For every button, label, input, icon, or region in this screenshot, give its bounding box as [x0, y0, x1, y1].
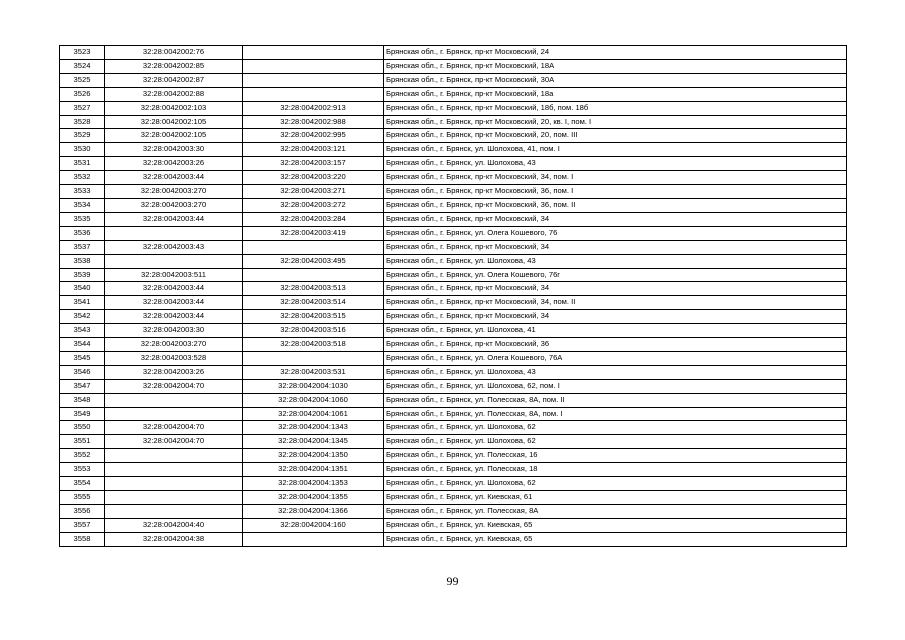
- cadastral-number-cell: [105, 449, 243, 463]
- table-row: [60, 463, 847, 477]
- cadastral-number-cell: 32:28:0042002:105: [105, 115, 243, 129]
- address-cell: Брянская обл., г. Брянск, пр-кт Московский, 34, пом. I: [384, 171, 847, 185]
- table-row: [60, 129, 847, 143]
- row-number-cell: 3536: [60, 226, 105, 240]
- cadastral-number-cell: 32:28:0042003:270: [105, 338, 243, 352]
- row-number-cell: 3523: [60, 46, 105, 60]
- cadastral-number-cell: 32:28:0042004:38: [105, 532, 243, 546]
- address-cell: Брянская обл., г. Брянск, ул. Полесская, 8А, пом. I: [384, 407, 847, 421]
- address-cell: Брянская обл., г. Брянск, пр-кт Московский, 34: [384, 240, 847, 254]
- registry-table-body: [60, 46, 847, 547]
- row-number-cell: 3533: [60, 185, 105, 199]
- address-cell: Брянская обл., г. Брянск, ул. Полесская, 8А: [384, 504, 847, 518]
- premises-cadastral-number-cell: 32:28:0042003:514: [243, 296, 384, 310]
- cadastral-number-cell: 32:28:0042004:40: [105, 518, 243, 532]
- premises-cadastral-number-cell: 32:28:0042004:1343: [243, 421, 384, 435]
- table-row: [60, 393, 847, 407]
- cadastral-number-cell: 32:28:0042003:528: [105, 351, 243, 365]
- premises-cadastral-number-cell: [243, 240, 384, 254]
- table-row: [60, 101, 847, 115]
- premises-cadastral-number-cell: [243, 268, 384, 282]
- premises-cadastral-number-cell: 32:28:0042004:1366: [243, 504, 384, 518]
- table-row: [60, 351, 847, 365]
- row-number-cell: 3541: [60, 296, 105, 310]
- premises-cadastral-number-cell: 32:28:0042004:1061: [243, 407, 384, 421]
- premises-cadastral-number-cell: 32:28:0042004:1030: [243, 379, 384, 393]
- row-number-cell: 3552: [60, 449, 105, 463]
- address-cell: Брянская обл., г. Брянск, пр-кт Московский, 34: [384, 212, 847, 226]
- table-row: [60, 240, 847, 254]
- table-row: [60, 504, 847, 518]
- address-cell: Брянская обл., г. Брянск, ул. Киевская, 65: [384, 532, 847, 546]
- table-row: [60, 87, 847, 101]
- table-row: [60, 491, 847, 505]
- row-number-cell: 3545: [60, 351, 105, 365]
- table-row: [60, 449, 847, 463]
- row-number-cell: 3553: [60, 463, 105, 477]
- row-number-cell: 3525: [60, 73, 105, 87]
- cadastral-number-cell: 32:28:0042003:30: [105, 324, 243, 338]
- address-cell: Брянская обл., г. Брянск, ул. Шолохова, 62: [384, 421, 847, 435]
- address-cell: Брянская обл., г. Брянск, ул. Полесская, 18: [384, 463, 847, 477]
- premises-cadastral-number-cell: 32:28:0042003:157: [243, 157, 384, 171]
- table-row: [60, 435, 847, 449]
- cadastral-number-cell: 32:28:0042002:87: [105, 73, 243, 87]
- row-number-cell: 3550: [60, 421, 105, 435]
- premises-cadastral-number-cell: [243, 87, 384, 101]
- row-number-cell: 3539: [60, 268, 105, 282]
- cadastral-number-cell: [105, 504, 243, 518]
- row-number-cell: 3537: [60, 240, 105, 254]
- premises-cadastral-number-cell: 32:28:0042003:531: [243, 365, 384, 379]
- premises-cadastral-number-cell: 32:28:0042003:419: [243, 226, 384, 240]
- address-cell: Брянская обл., г. Брянск, пр-кт Московский, 34: [384, 310, 847, 324]
- registry-table: [59, 45, 847, 547]
- premises-cadastral-number-cell: [243, 46, 384, 60]
- table-row: [60, 73, 847, 87]
- premises-cadastral-number-cell: [243, 73, 384, 87]
- cadastral-number-cell: 32:28:0042003:270: [105, 185, 243, 199]
- row-number-cell: 3544: [60, 338, 105, 352]
- address-cell: Брянская обл., г. Брянск, пр-кт Московский, 34, пом. II: [384, 296, 847, 310]
- table-row: [60, 296, 847, 310]
- premises-cadastral-number-cell: [243, 59, 384, 73]
- premises-cadastral-number-cell: 32:28:0042003:272: [243, 198, 384, 212]
- cadastral-number-cell: 32:28:0042003:44: [105, 310, 243, 324]
- address-cell: Брянская обл., г. Брянск, пр-кт Московский, 30А: [384, 73, 847, 87]
- table-row: [60, 282, 847, 296]
- premises-cadastral-number-cell: 32:28:0042003:518: [243, 338, 384, 352]
- cadastral-number-cell: 32:28:0042003:30: [105, 143, 243, 157]
- cadastral-number-cell: 32:28:0042002:76: [105, 46, 243, 60]
- premises-cadastral-number-cell: 32:28:0042003:220: [243, 171, 384, 185]
- cadastral-number-cell: 32:28:0042002:105: [105, 129, 243, 143]
- address-cell: Брянская обл., г. Брянск, ул. Полесская, 8А, пом. II: [384, 393, 847, 407]
- address-cell: Брянская обл., г. Брянск, ул. Шолохова, 43: [384, 157, 847, 171]
- table-row: [60, 226, 847, 240]
- premises-cadastral-number-cell: [243, 351, 384, 365]
- cadastral-number-cell: 32:28:0042003:44: [105, 171, 243, 185]
- address-cell: Брянская обл., г. Брянск, пр-кт Московский, 36, пом. II: [384, 198, 847, 212]
- row-number-cell: 3530: [60, 143, 105, 157]
- cadastral-number-cell: 32:28:0042003:26: [105, 365, 243, 379]
- row-number-cell: 3551: [60, 435, 105, 449]
- premises-cadastral-number-cell: 32:28:0042004:1060: [243, 393, 384, 407]
- address-cell: Брянская обл., г. Брянск, ул. Шолохова, 62: [384, 477, 847, 491]
- row-number-cell: 3557: [60, 518, 105, 532]
- row-number-cell: 3531: [60, 157, 105, 171]
- row-number-cell: 3527: [60, 101, 105, 115]
- cadastral-number-cell: [105, 407, 243, 421]
- cadastral-number-cell: 32:28:0042003:511: [105, 268, 243, 282]
- cadastral-number-cell: [105, 463, 243, 477]
- address-cell: Брянская обл., г. Брянск, ул. Шолохова, 43: [384, 254, 847, 268]
- address-cell: Брянская обл., г. Брянск, пр-кт Московский, 20, кв. I, пом. I: [384, 115, 847, 129]
- row-number-cell: 3555: [60, 491, 105, 505]
- address-cell: Брянская обл., г. Брянск, пр-кт Московский, 18б, пом. 18б: [384, 101, 847, 115]
- address-cell: Брянская обл., г. Брянск, пр-кт Московский, 18а: [384, 87, 847, 101]
- premises-cadastral-number-cell: 32:28:0042004:1345: [243, 435, 384, 449]
- row-number-cell: 3538: [60, 254, 105, 268]
- table-row: [60, 477, 847, 491]
- premises-cadastral-number-cell: 32:28:0042003:515: [243, 310, 384, 324]
- cadastral-number-cell: 32:28:0042003:270: [105, 198, 243, 212]
- premises-cadastral-number-cell: 32:28:0042003:513: [243, 282, 384, 296]
- cadastral-number-cell: 32:28:0042004:70: [105, 421, 243, 435]
- premises-cadastral-number-cell: 32:28:0042004:1355: [243, 491, 384, 505]
- premises-cadastral-number-cell: 32:28:0042004:1353: [243, 477, 384, 491]
- cadastral-number-cell: 32:28:0042003:26: [105, 157, 243, 171]
- row-number-cell: 3526: [60, 87, 105, 101]
- cadastral-number-cell: 32:28:0042002:103: [105, 101, 243, 115]
- row-number-cell: 3549: [60, 407, 105, 421]
- address-cell: Брянская обл., г. Брянск, пр-кт Московский, 24: [384, 46, 847, 60]
- premises-cadastral-number-cell: 32:28:0042003:284: [243, 212, 384, 226]
- premises-cadastral-number-cell: 32:28:0042002:995: [243, 129, 384, 143]
- premises-cadastral-number-cell: 32:28:0042004:160: [243, 518, 384, 532]
- table-row: [60, 171, 847, 185]
- table-row: [60, 143, 847, 157]
- premises-cadastral-number-cell: 32:28:0042002:913: [243, 101, 384, 115]
- cadastral-number-cell: 32:28:0042004:70: [105, 379, 243, 393]
- row-number-cell: 3535: [60, 212, 105, 226]
- table-row: [60, 46, 847, 60]
- table-row: [60, 365, 847, 379]
- row-number-cell: 3556: [60, 504, 105, 518]
- premises-cadastral-number-cell: 32:28:0042003:495: [243, 254, 384, 268]
- premises-cadastral-number-cell: [243, 532, 384, 546]
- row-number-cell: 3554: [60, 477, 105, 491]
- cadastral-number-cell: 32:28:0042003:44: [105, 296, 243, 310]
- premises-cadastral-number-cell: 32:28:0042004:1351: [243, 463, 384, 477]
- address-cell: Брянская обл., г. Брянск, пр-кт Московский, 36: [384, 338, 847, 352]
- table-row: [60, 310, 847, 324]
- address-cell: Брянская обл., г. Брянск, ул. Шолохова, 43: [384, 365, 847, 379]
- row-number-cell: 3528: [60, 115, 105, 129]
- row-number-cell: 3548: [60, 393, 105, 407]
- cadastral-number-cell: [105, 254, 243, 268]
- cadastral-number-cell: 32:28:0042004:70: [105, 435, 243, 449]
- table-row: [60, 532, 847, 546]
- address-cell: Брянская обл., г. Брянск, ул. Шолохова, 62, пом. I: [384, 379, 847, 393]
- address-cell: Брянская обл., г. Брянск, пр-кт Московский, 34: [384, 282, 847, 296]
- address-cell: Брянская обл., г. Брянск, ул. Киевская, 65: [384, 518, 847, 532]
- table-row: [60, 212, 847, 226]
- cadastral-number-cell: 32:28:0042003:44: [105, 282, 243, 296]
- cadastral-number-cell: [105, 477, 243, 491]
- table-row: [60, 198, 847, 212]
- address-cell: Брянская обл., г. Брянск, ул. Олега Кошевого, 76А: [384, 351, 847, 365]
- row-number-cell: 3542: [60, 310, 105, 324]
- table-row: [60, 185, 847, 199]
- cadastral-number-cell: 32:28:0042003:43: [105, 240, 243, 254]
- premises-cadastral-number-cell: 32:28:0042003:271: [243, 185, 384, 199]
- table-row: [60, 324, 847, 338]
- row-number-cell: 3534: [60, 198, 105, 212]
- premises-cadastral-number-cell: 32:28:0042004:1350: [243, 449, 384, 463]
- row-number-cell: 3532: [60, 171, 105, 185]
- cadastral-number-cell: 32:28:0042002:85: [105, 59, 243, 73]
- address-cell: Брянская обл., г. Брянск, пр-кт Московский, 20, пом. III: [384, 129, 847, 143]
- table-row: [60, 407, 847, 421]
- row-number-cell: 3540: [60, 282, 105, 296]
- address-cell: Брянская обл., г. Брянск, ул. Шолохова, 41, пом. I: [384, 143, 847, 157]
- address-cell: Брянская обл., г. Брянск, ул. Олега Кошевого, 76: [384, 226, 847, 240]
- row-number-cell: 3524: [60, 59, 105, 73]
- table-row: [60, 254, 847, 268]
- address-cell: Брянская обл., г. Брянск, ул. Шолохова, 62: [384, 435, 847, 449]
- cadastral-number-cell: [105, 226, 243, 240]
- cadastral-number-cell: [105, 393, 243, 407]
- table-row: [60, 157, 847, 171]
- row-number-cell: 3547: [60, 379, 105, 393]
- cadastral-number-cell: 32:28:0042002:88: [105, 87, 243, 101]
- address-cell: Брянская обл., г. Брянск, ул. Киевская, 61: [384, 491, 847, 505]
- row-number-cell: 3543: [60, 324, 105, 338]
- cadastral-number-cell: [105, 491, 243, 505]
- row-number-cell: 3546: [60, 365, 105, 379]
- row-number-cell: 3558: [60, 532, 105, 546]
- address-cell: Брянская обл., г. Брянск, пр-кт Московский, 18А: [384, 59, 847, 73]
- address-cell: Брянская обл., г. Брянск, ул. Шолохова, 41: [384, 324, 847, 338]
- table-row: [60, 268, 847, 282]
- premises-cadastral-number-cell: 32:28:0042003:516: [243, 324, 384, 338]
- address-cell: Брянская обл., г. Брянск, ул. Полесская, 16: [384, 449, 847, 463]
- address-cell: Брянская обл., г. Брянск, пр-кт Московский, 36, пом. I: [384, 185, 847, 199]
- address-cell: Брянская обл., г. Брянск, ул. Олега Кошевого, 76г: [384, 268, 847, 282]
- table-row: [60, 115, 847, 129]
- table-row: [60, 379, 847, 393]
- cadastral-number-cell: 32:28:0042003:44: [105, 212, 243, 226]
- table-row: [60, 518, 847, 532]
- premises-cadastral-number-cell: 32:28:0042002:988: [243, 115, 384, 129]
- table-row: [60, 421, 847, 435]
- table-row: [60, 59, 847, 73]
- row-number-cell: 3529: [60, 129, 105, 143]
- premises-cadastral-number-cell: 32:28:0042003:121: [243, 143, 384, 157]
- page-number: 99: [446, 574, 459, 588]
- table-row: [60, 338, 847, 352]
